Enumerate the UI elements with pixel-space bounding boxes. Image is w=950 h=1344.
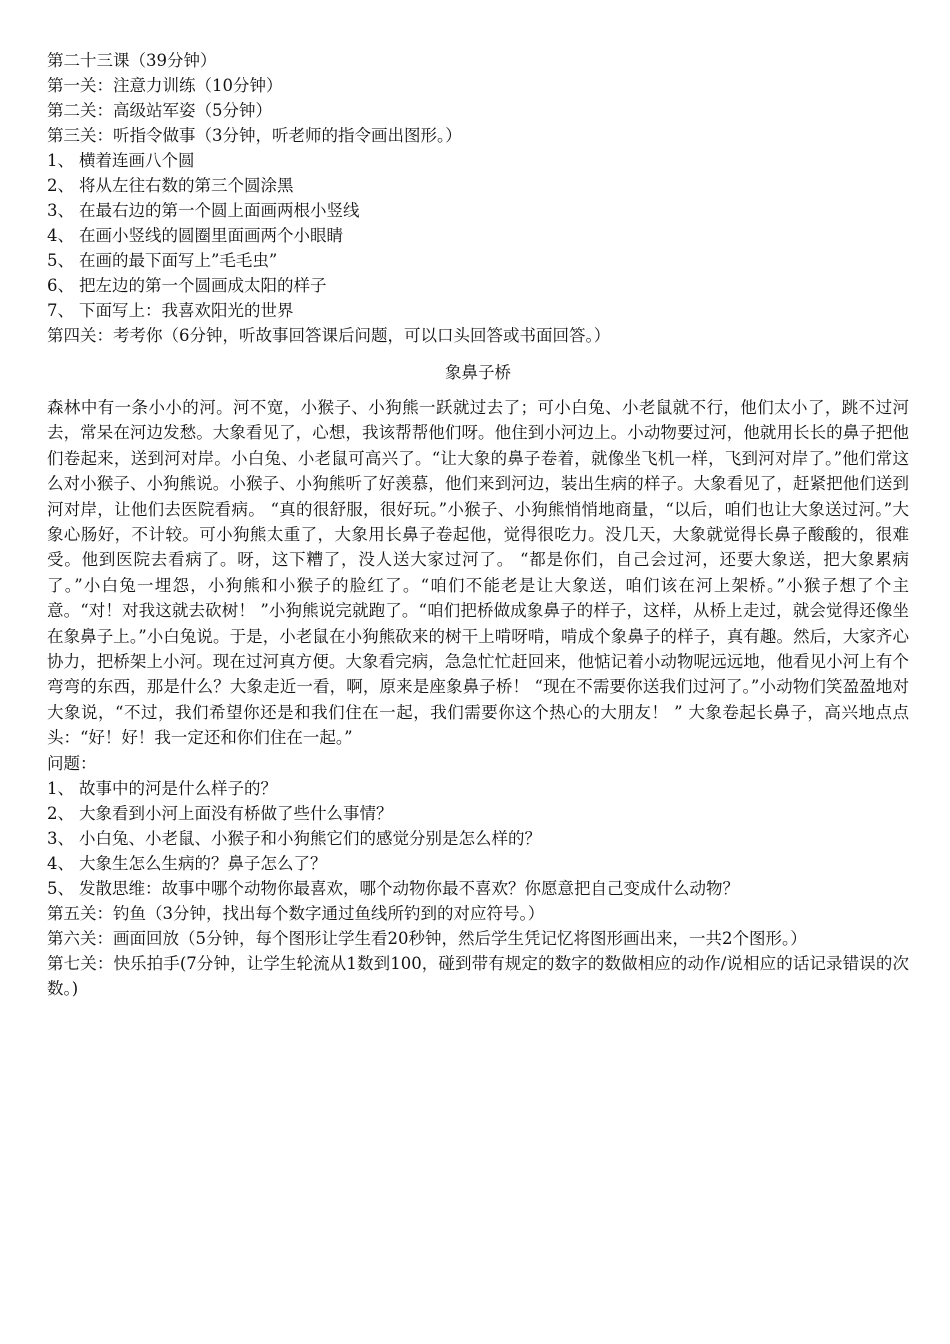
question-list bbox=[47, 776, 909, 901]
stage-7: 第七关：快乐拍手(7分钟，让学生轮流从1数到100，碰到带有规定的数字的数做相应的动作/说相应的话记录错误的次数。) bbox=[47, 953, 909, 998]
question-item bbox=[47, 826, 909, 851]
item-text: 横着连画八个圆 bbox=[79, 151, 195, 170]
question-item bbox=[47, 876, 909, 901]
list-item bbox=[47, 198, 909, 223]
item-number: 2、 bbox=[47, 176, 74, 195]
story-title: 象鼻子桥 bbox=[445, 363, 511, 382]
stage-2: 第二关：高级站军姿（5分钟） bbox=[47, 101, 272, 120]
item-text: 在最右边的第一个圆上面画两根小竖线 bbox=[79, 201, 360, 220]
question-text: 大象看到小河上面没有桥做了些什么事情？ bbox=[79, 803, 393, 823]
lesson-title: 第二十三课（39分钟） bbox=[47, 51, 217, 70]
list-item bbox=[47, 273, 909, 298]
item-text: 在画小竖线的圆圈里面画两个小眼睛 bbox=[79, 226, 343, 245]
list-item bbox=[47, 248, 909, 273]
stage-3: 第三关：听指令做事（3分钟，听老师的指令画出图形。） bbox=[47, 126, 462, 145]
item-number: 3、 bbox=[47, 201, 74, 220]
question-number: 4、 bbox=[47, 853, 74, 873]
story-body: 森林中有一条小小的河。河不宽，小猴子、小狗熊一跃就过去了；可小白兔、小老鼠就不行，他们太小了，跳不过河去，常呆在河边发愁。大象看见了，心想，我该帮帮他们呀。他住到小河边上。小动物要过河，他就用长长的鼻子把他们卷起来，送到河对岸。小白兔、小老鼠可高兴了。“让大象的鼻子卷着，就像坐飞机一样，飞到河对岸了。”他们常这么对小猴子、小狗熊说。小猴子、小狗熊听了好羡慕，他们来到河边，装出生病的样子。大象看见了，赶紧把他们送到河对岸，让他们去医院看病。 “真的很舒服，很好玩。”小猴子、小狗熊悄悄地商量，“以后，咱们也让大象送过河。”大象心肠好，不计较。可小狗熊太重了，大象用长鼻子卷起他，觉得很吃力。没几天，大象就觉得长鼻子酸酸的，很难受。他到医院去看病了。呀，这下糟了，没人送大家过河了。 “都是你们，自己会过河，还要大象送，把大象累病了。”小白兔一埋怨，小狗熊和小猴子的脸红了。“咱们不能老是让大象送，咱们该在河上架桥。”小猴子想了个主意。“对！对我这就去砍树！ ”小狗熊说完就跑了。“咱们把桥做成象鼻子的样子，这样，从桥上走过，就会觉得还像坐在象鼻子上。”小白兔说。于是，小老鼠在小狗熊砍来的树干上啃呀啃，啃成个象鼻子的样子，真有趣。然后，大家齐心协力，把桥架上小河。现在过河真方便。大象看完病，急急忙忙赶回来，他惦记着小动物呢远远地，他看见小河上有个弯弯的东西，那是什么？大象走近一看，啊，原来是座象鼻子桥！ “现在不需要你送我们过河了。”小动物们笑盈盈地对大象说，“不过，我们希望你还是和我们住在一起，我们需要你这个热心的大朋友！ ” 大象卷起长鼻子，高兴地点点头：“好！好！我一定还和你们住在一起。” bbox=[47, 398, 909, 748]
question-number: 5、 bbox=[47, 878, 74, 898]
question-text: 小白兔、小老鼠、小猴子和小狗熊它们的感觉分别是怎么样的？ bbox=[79, 828, 541, 848]
list-item bbox=[47, 298, 909, 323]
stage-3-instruction-list bbox=[47, 148, 909, 323]
item-text: 把左边的第一个圆画成太阳的样子 bbox=[79, 276, 327, 295]
list-item bbox=[47, 223, 909, 248]
item-number: 5、 bbox=[47, 251, 74, 270]
question-text: 发散思维：故事中哪个动物你最喜欢，哪个动物你最不喜欢？你愿意把自己变成什么动物？ bbox=[79, 878, 739, 898]
item-number: 6、 bbox=[47, 276, 74, 295]
item-number: 4、 bbox=[47, 226, 74, 245]
question-item bbox=[47, 851, 909, 876]
questions-label: 问题： bbox=[47, 753, 97, 773]
stage-6: 第六关：画面回放（5分钟，每个图形让学生看20秒钟，然后学生凭记忆将图形画出来，一共2个图形。） bbox=[47, 928, 807, 948]
item-number: 1、 bbox=[47, 151, 74, 170]
list-item bbox=[47, 148, 909, 173]
question-text: 大象生怎么生病的？鼻子怎么了？ bbox=[79, 853, 327, 873]
stage-1: 第一关：注意力训练（10分钟） bbox=[47, 76, 283, 95]
question-number: 3、 bbox=[47, 828, 74, 848]
question-number: 2、 bbox=[47, 803, 74, 823]
stage-5: 第五关：钓鱼（3分钟，找出每个数字通过鱼线所钓到的对应符号。） bbox=[47, 903, 545, 923]
question-number: 1、 bbox=[47, 778, 74, 798]
document-page bbox=[47, 48, 909, 1001]
item-text: 下面写上：我喜欢阳光的世界 bbox=[79, 301, 294, 320]
question-text: 故事中的河是什么样子的？ bbox=[79, 778, 277, 798]
item-text: 将从左往右数的第三个圆涂黑 bbox=[79, 176, 294, 195]
item-number: 7、 bbox=[47, 301, 74, 320]
list-item bbox=[47, 173, 909, 198]
stage-4: 第四关：考考你（6分钟，听故事回答课后问题，可以口头回答或书面回答。） bbox=[47, 326, 611, 345]
item-text: 在画的最下面写上”毛毛虫” bbox=[79, 251, 278, 270]
question-item bbox=[47, 776, 909, 801]
question-item bbox=[47, 801, 909, 826]
